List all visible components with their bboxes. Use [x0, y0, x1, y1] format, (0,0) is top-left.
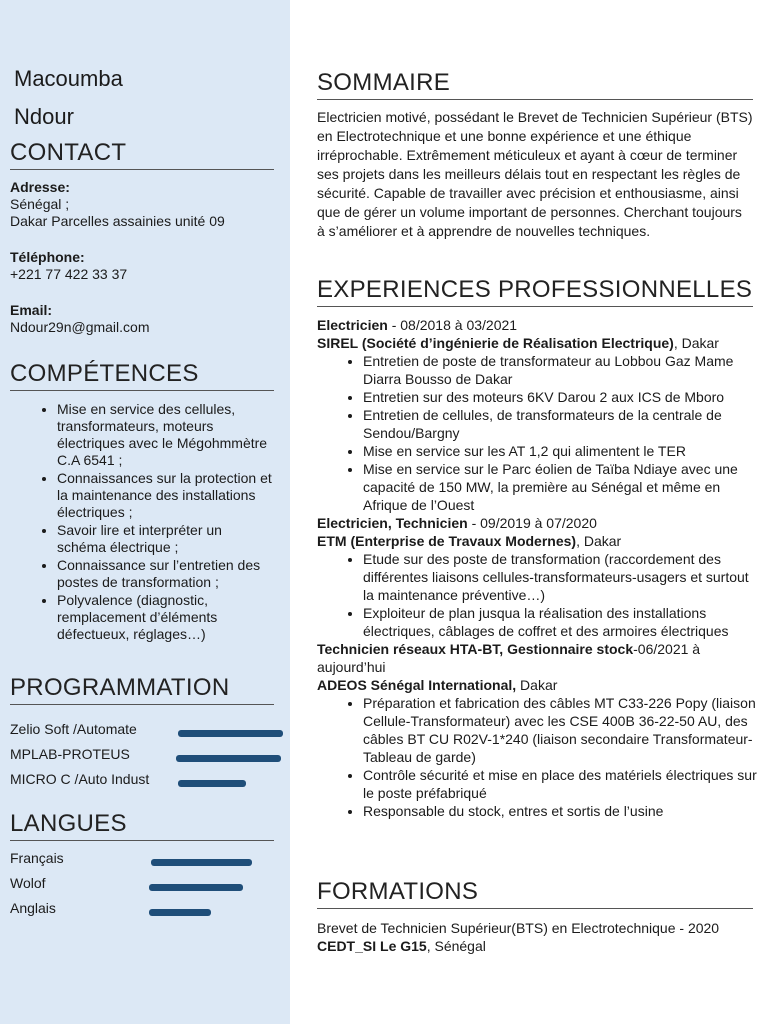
- job-company: ETM (Enterprise de Travaux Modernes): [317, 533, 577, 549]
- job-title-line: [317, 514, 757, 532]
- job-dates: -06/2021 à aujourd’hui: [317, 641, 701, 675]
- skills-heading: COMPÉTENCES: [10, 360, 274, 391]
- job-entry: [317, 514, 757, 640]
- list-item: • Responsable du stock, entres et sortis de l’usine: [363, 802, 757, 820]
- list-item: • Connaissances sur la protection et la maintenance des installations électriques ;: [57, 470, 272, 521]
- email-value: Ndour29n@gmail.com: [10, 319, 150, 335]
- skill-label: Zelio Soft /Automate: [10, 721, 137, 737]
- main-content: [317, 0, 757, 1024]
- language-row: [10, 847, 285, 872]
- school-line: [317, 937, 753, 955]
- language-label: Français: [10, 850, 64, 866]
- job-company: ADEOS Sénégal International,: [317, 677, 517, 693]
- list-item: • Mise en service des cellules, transformateurs, moteurs électriques avec le Mégohmmètre C.A 6541 ;: [57, 401, 272, 469]
- job-location: Dakar: [516, 677, 558, 693]
- contact-heading: CONTACT: [10, 139, 274, 170]
- job-location: , Dakar: [576, 533, 622, 549]
- summary-text: Electricien motivé, possédant le Brevet de Technicien Supérieur (BTS) en Electrotechnique et une bonne expérience et une éthique irréprochable. Extrêmement méticuleux et ayant à cœur de terminer ses projets dans les meilleurs délais tout en respectant les règles de sécurité. Capable de travailler avec précision et enthousiasme, ainsi que de gérer un volume important de personnes. Cherchant toujours à s’améliorer et à apprendre de nouvelles techniques.: [317, 109, 753, 239]
- job-title-line: [317, 316, 757, 334]
- language-label: Wolof: [10, 875, 46, 891]
- sidebar: [0, 0, 290, 1024]
- language-level-bar: [149, 909, 211, 916]
- education-section: [317, 919, 753, 955]
- address-label: Adresse:: [10, 179, 70, 195]
- language-label: Anglais: [10, 900, 56, 916]
- first-name: Macoumba: [14, 66, 123, 91]
- skill-row: [10, 718, 285, 743]
- degree: Brevet de Technicien Supérieur(BTS) en Electrotechnique - 2020: [317, 920, 720, 936]
- skill-row: [10, 768, 285, 793]
- phone-label: Téléphone:: [10, 249, 85, 265]
- email-label: Email:: [10, 302, 53, 318]
- list-item: • Polyvalence (diagnostic, remplacement d’éléments défectueux, réglages…): [57, 592, 272, 643]
- languages-heading: LANGUES: [10, 810, 274, 841]
- list-item: • Préparation et fabrication des câbles MT C33-226 Popy (liaison Cellule-Transformateur) avec les CSE 400B 36-22-50 AU, des câbles BT CU R02V-1*240 (liaison secondaire Transformateur-Tableau de garde): [363, 694, 757, 766]
- address-line: Dakar Parcelles assainies unité 09: [10, 213, 225, 229]
- job-tasks: [317, 550, 757, 640]
- summary-heading: SOMMAIRE: [317, 69, 753, 100]
- job-tasks: [317, 694, 757, 820]
- job-dates: - 08/2018 à 03/2021: [387, 317, 518, 333]
- job-company-line: [317, 532, 757, 550]
- contact-section: [10, 179, 280, 355]
- address-line: Sénégal ;: [10, 196, 70, 212]
- school-name: CEDT_SI Le G15: [317, 938, 427, 954]
- list-item: • Entretien de cellules, de transformateurs de la centrale de Sendou/Bargny: [363, 406, 757, 442]
- skill-level-bar: [178, 780, 246, 787]
- list-item: • Exploiteur de plan jusqua la réalisation des installations électriques, câblages de coffret et des armoires électriques: [363, 604, 757, 640]
- list-item: • Mise en service sur le Parc éolien de Taïba Ndiaye avec une capacité de 150 MW, la première au Sénégal et même en Afrique de l’Ouest: [363, 460, 757, 514]
- job-company: SIREL (Société d’ingénierie de Réalisation Electrique): [317, 335, 674, 351]
- skill-label: MPLAB-PROTEUS: [10, 746, 130, 762]
- job-location: , Dakar: [673, 335, 719, 351]
- skill-level-bar: [178, 730, 283, 737]
- language-row: [10, 897, 285, 922]
- phone-value: +221 77 422 33 37: [10, 266, 128, 282]
- list-item: • Entretien sur des moteurs 6KV Darou 2 aux ICS de Mboro: [363, 388, 757, 406]
- job-entry: [317, 316, 757, 514]
- programming-list: [10, 718, 285, 793]
- experience-heading: EXPERIENCES PROFESSIONNELLES: [317, 276, 753, 307]
- language-row: [10, 872, 285, 897]
- list-item: • Etude sur des poste de transformation (raccordement des différentes liaisons cellules-transformateurs-usagers et surtout la maintenance préventive…): [363, 550, 757, 604]
- education-heading: FORMATIONS: [317, 878, 753, 909]
- last-name: Ndour: [14, 104, 74, 129]
- programming-heading: PROGRAMMATION: [10, 674, 274, 705]
- list-item: • Contrôle sécurité et mise en place des matériels électriques sur le poste préfabriqué: [363, 766, 757, 802]
- skill-label: MICRO C /Auto Indust: [10, 771, 150, 787]
- job-dates: - 09/2019 à 07/2020: [467, 515, 597, 531]
- job-title-line: [317, 640, 757, 676]
- job-entry: [317, 640, 757, 820]
- list-item: • Savoir lire et interpréter un schéma électrique ;: [57, 522, 272, 556]
- experience-section: [317, 316, 757, 820]
- job-title: Electricien: [317, 317, 388, 333]
- school-location: , Sénégal: [426, 938, 486, 954]
- job-company-line: [317, 676, 757, 694]
- job-tasks: [317, 352, 757, 514]
- list-item: • Entretien de poste de transformateur au Lobbou Gaz Mame Diarra Bousso de Dakar: [363, 352, 757, 388]
- skills-list: [10, 401, 272, 644]
- job-title: Electricien, Technicien: [317, 515, 468, 531]
- language-level-bar: [149, 884, 243, 891]
- list-item: • Mise en service sur les AT 1,2 qui alimentent le TER: [363, 442, 757, 460]
- skill-level-bar: [176, 755, 281, 762]
- job-company-line: [317, 334, 757, 352]
- skill-row: [10, 743, 285, 768]
- language-level-bar: [151, 859, 252, 866]
- list-item: • Connaissance sur l’entretien des postes de transformation ;: [57, 557, 272, 591]
- languages-list: [10, 847, 285, 922]
- job-title: Technicien réseaux HTA-BT, Gestionnaire stock: [317, 641, 634, 657]
